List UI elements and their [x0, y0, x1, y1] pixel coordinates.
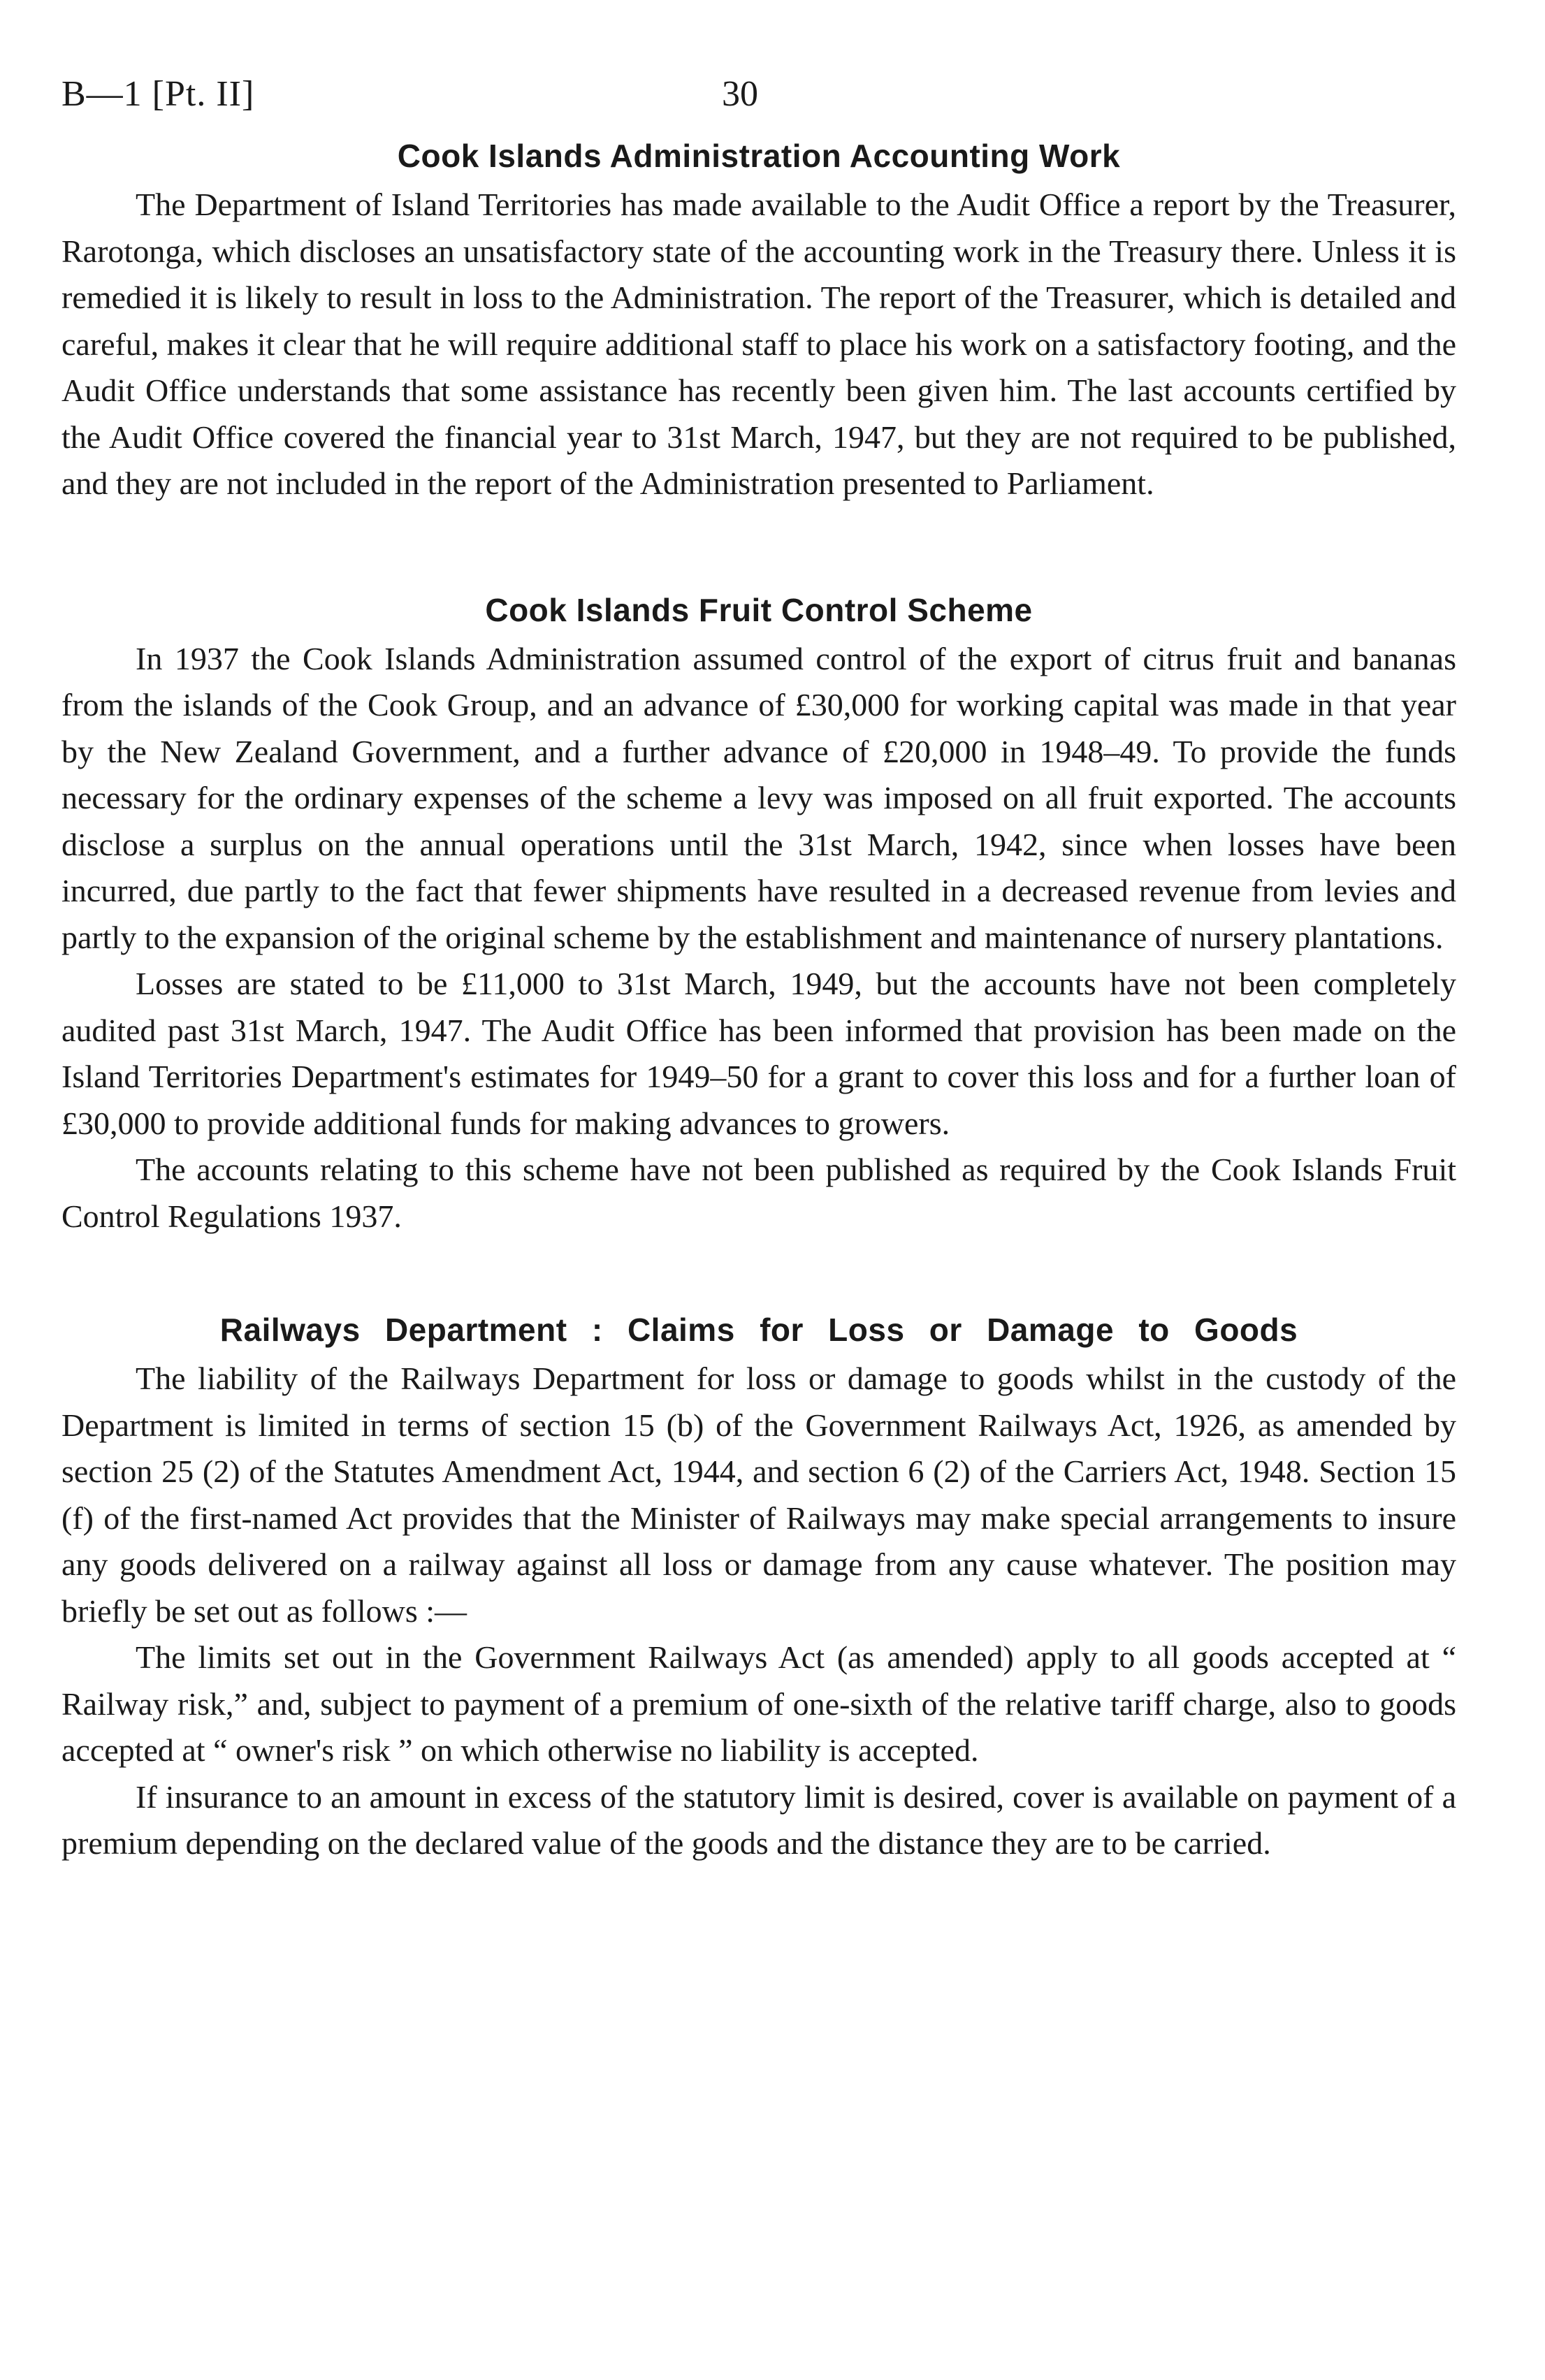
section-title: Cook Islands Administration Accounting Work [397, 138, 1121, 174]
paragraph: The Department of Island Territories has made available to the Audit Office a report by the Treasurer, Rarotonga, which discloses an unsatisfactory state of the accounting work in the Treasury there. Unless it is remedied it is likely to result in loss to the Administration. The report of the Treasurer, which is detailed and careful, makes it clear that he will require additional staff to place his work on a satisfactory footing, and the Audit Office understands that some assistance has recently been given him. The last accounts certified by the Audit Office covered the financial year to 31st March, 1947, but they are not required to be published, and they are not included in the report of the Administration presented to Parliament. [61, 187, 1456, 501]
document-page [61, 70, 1456, 1867]
page-header [61, 70, 1456, 126]
paragraph: Losses are stated to be £11,000 to 31st March, 1949, but the accounts have not been completely audited past 31st March, 1947. The Audit Office has been informed that provision has been made on the Island Territories Department's estimates for 1949–50 for a grant to cover this loss and for a further loan of £30,000 to provide additional funds for making advances to growers. [61, 966, 1456, 1141]
paragraph: The liability of the Railways Department for loss or damage to goods whilst in the custody of the Department is limited in terms of section 15 (b) of the Government Railways Act, 1926, as amended by section 25 (2) of the Statutes Amendment Act, 1944, and section 6 (2) of the Carriers Act, 1948. Section 15 (f) of the first-named Act provides that the Minister of Railways may make special arrangements to insure any goods delivered on a railway against all loss or damage from any cause whatever. The position may briefly be set out as follows :— [61, 1360, 1456, 1629]
paragraph: The accounts relating to this scheme have not been published as required by the Cook Islands Fruit Control Regulations 1937. [61, 1152, 1456, 1234]
section-railways-claims [61, 1304, 1456, 1867]
page-number: 30 [722, 74, 758, 114]
document-reference: B—1 [Pt. II] [61, 74, 255, 114]
section-title: Railways Department : Claims for Loss or Damage to Goods [219, 1312, 1298, 1348]
paragraph: The limits set out in the Government Railways Act (as amended) apply to all goods accepted at “ Railway risk,” and, subject to payment of a premium of one-sixth of the relative tariff charge, also to goods accepted at “ owner's risk ” on which otherwise no liability is accepted. [61, 1639, 1456, 1768]
paragraph: If insurance to an amount in excess of the statutory limit is desired, cover is available on payment of a premium depending on the declared value of the goods and the distance they are to be carried. [61, 1778, 1456, 1861]
paragraph: In 1937 the Cook Islands Administration assumed control of the export of citrus fruit and bananas from the islands of the Cook Group, and an advance of £30,000 for working capital was made in that year by the New Zealand Government, and a further advance of £20,000 in 1948–49. To provide the funds necessary for the ordinary expenses of the scheme a levy was imposed on all fruit exported. The accounts disclose a surplus on the annual operations until the 31st March, 1942, since when losses have been incurred, due partly to the fact that fewer shipments have resulted in a decreased revenue from levies and partly to the expansion of the original scheme by the establishment and maintenance of nursery plantations. [61, 640, 1456, 955]
section-cook-islands-accounting [61, 130, 1456, 507]
section-title: Cook Islands Fruit Control Scheme [485, 591, 1033, 628]
section-cook-islands-fruit-control [61, 584, 1456, 1240]
